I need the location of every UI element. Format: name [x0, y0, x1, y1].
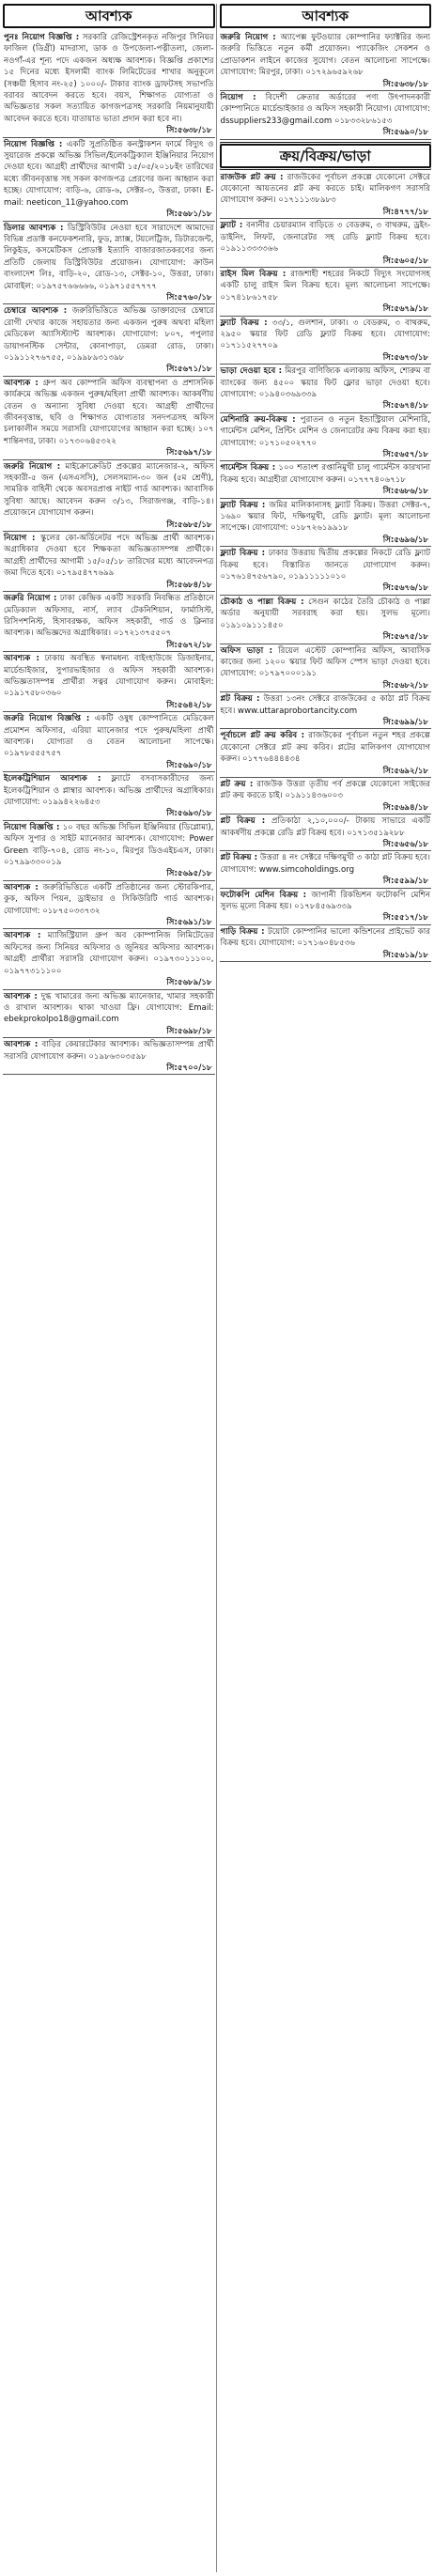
- classified-ad: [3, 31, 215, 138]
- ad-headline: ফটোকপি মেশিন বিক্রয় :: [220, 890, 307, 900]
- ad-headline: ফ্ল্যাট বিক্রয় :: [220, 549, 266, 559]
- ad-body: মাইক্রোক্রেডিট প্রকল্পের ম্যানেজার-২, অফিস সহকারী-৫ জন (এসএসসি), সেলসম্যান-৩০ জন (৫ম শ্রেণী), সামরিক বাহিনী থেকে অবসরপ্রাপ্ত নাইট গার্ড আবশ্যক। আবাসিক সুবিধা আছে। আবেদন করুন ৩/১৩, সিরাজগঞ্জ, বাড়ি-১৪। প্রয়োজনে যোগাযোগ করুন।: [4, 461, 214, 519]
- classified-ad: [3, 304, 215, 376]
- ad-headline: প্লট ক্রয় :: [220, 779, 254, 789]
- ad-reference-code: সি:৫৭৬০/১৮: [166, 292, 212, 303]
- ad-headline: প্লট বিক্রয় :: [220, 853, 258, 863]
- ad-body: রাজশাহী শহরের নিকটে বিদ্যুৎ সংযোগসহ একটি চালু রাইস মিল বিক্রয় হবে। মূল্য আলোচনা সাপেক্ষে। ০১৭৪১৮৬১৭৫৮: [220, 269, 431, 303]
- ad-body: রিয়েল এস্টেট কোম্পানির অফিস, আবাসিক কাজের জন্য ১২০০ স্কয়ার ফিট অফিস স্পেস ভাড়া দেওয়া হবে। যোগাযোগ: ০১৭৯৭০০০১৯১: [220, 645, 430, 679]
- classified-ad: [3, 990, 215, 1039]
- ad-reference-code: সি:৫৬৭৫/১৮: [382, 632, 428, 643]
- ad-headline: ফ্ল্যাট বিক্রয় :: [220, 500, 266, 510]
- ad-headline: জরুরি নিয়োগ বিজ্ঞপ্তি :: [4, 714, 90, 724]
- classified-ad: [220, 644, 432, 693]
- left-ad-list: [3, 31, 215, 1075]
- ad-reference-code: সি:৫৬৭১/১৮: [166, 365, 212, 375]
- classified-ad: [3, 881, 215, 930]
- ad-reference-code: সি:৫৬৮৪/১৮: [166, 580, 212, 590]
- classified-ad: [220, 499, 432, 548]
- ad-reference-code: সি:৫৬৭৬/১৮: [382, 583, 428, 594]
- classified-ad: [3, 138, 215, 222]
- section-header-wanted: আবশ্যক: [3, 4, 215, 28]
- ad-reference-code: সি:৫৬৭৪/১৮: [382, 401, 428, 411]
- ad-headline: নিয়োগ :: [220, 93, 256, 103]
- ad-reference-code: সি:৫৫১৭/১৮: [382, 913, 428, 923]
- classified-ad: [220, 317, 432, 365]
- ad-body: উত্তরা ৪ নং সেক্টরে দক্ষিণমুখী ৩ কাঠা প্লট বিক্রয় হবে। যোগাযোগ: www.simcoholdings.org: [220, 853, 431, 875]
- ad-reference-code: সি:৫৬১৯/১৮: [382, 950, 428, 960]
- classified-ad: [3, 592, 215, 652]
- ad-reference-code: সি:৪৭৭৭/১৮: [382, 207, 428, 217]
- ad-body: ম্যাজিস্ট্রিয়াল গ্রুপ অব কোম্পানিজ লিমিটেডের অফিসের জন্য সিনিয়র অফিসার ও জুনিয়র অফিসার আবশ্যক। আগ্রহী প্রার্থীরা সরাসরি যোগাযোগ করুন। ০১৯৭৩০১১১০০, ০১৯৭৭৩১১১০০: [4, 931, 214, 976]
- ad-headline: জরুরি নিয়োগ :: [4, 461, 61, 472]
- ad-headline: রাজউক প্লট ক্রয় :: [220, 172, 284, 182]
- ad-body: পুরাতন ও নতুন ইন্ডাস্ট্রিয়াল মেশিনারি, গার্মেন্টস মেশিন, প্রিন্টিং মেশিন ও জেনারেটর ক্রয় বিক্রয় করা হয়। যোগাযোগ: ০১৭১০৫০২৭৭০: [220, 414, 430, 448]
- ad-body: প্রতিকাঠা ২,১০,০০০/- টাকায় সাভারে একটি আকর্ষণীয় প্রকল্পে রেডি প্লট বিক্রয় হবে। ০১৭১৩৫১৯২৮৮: [220, 816, 430, 838]
- ad-reference-code: সি:৫৬৯০/১৮: [382, 128, 428, 138]
- classified-ad: [220, 268, 432, 317]
- ad-headline: মেশিনারি ক্রয়-বিক্রয় :: [220, 414, 296, 425]
- ad-body: জমির মালিকানাসহ ফ্ল্যাট বিক্রয়। উত্তরা সেক্টর-৭, ১৬৯০ স্কয়ার ফিট, দক্ষিণমুখী, রেডি ফ্ল্যাট। মূল্য আলোচনা সাপেক্ষে। যোগাযোগ: ০১৮৭২৬১৯৯১৮: [220, 500, 430, 534]
- ad-headline: পুনঃ নিয়োগ বিজ্ঞপ্তি :: [4, 33, 80, 42]
- classified-ad: [3, 929, 215, 989]
- ad-body: একটি সুপ্রতিষ্ঠিত কনস্ট্রাকশন ফার্মে বিদ্যুৎ ও সুয়ারেজ প্রকল্পে অভিজ্ঞ সিভিল/ইলেকট্রিক্যাল ইঞ্জিনিয়ার নিয়োগ দেওয়া হবে। আগ্রহী প্রার্থীদের আগামী ১৫/০৫/২০১৮ইং তারিখের মধ্যে জীবনবৃত্তান্ত সহ সকল কাগজপত্র প্রেরণের জন্য আহ্বান করা হচ্ছে। যোগাযোগ: বাড়ি-৬, রোড-৬, সেক্টর-৩, উত্তরা, ঢাকা। E-mail: neeticon_11@yahoo.com: [4, 139, 214, 208]
- ad-headline: ফ্ল্যাট বিক্রয় :: [220, 318, 268, 328]
- ad-reference-code: সি:৫৬৮১/১৮: [166, 209, 212, 220]
- left-column: [3, 4, 215, 2572]
- classified-ad: [220, 413, 432, 462]
- ad-body: রাজউক উত্তরা তৃতীয় পর্ব প্রকল্পে যেকোনো সাইজের প্লট ক্রয় করতে চাই। ০১৯১১৪৩৬০০৩: [220, 779, 431, 801]
- ad-body: দুগ্ধ খামারের জন্য অভিজ্ঞ ম্যানেজার, খামার সহকারী ও রাখাল আবশ্যক। থাকা খাওয়া ফ্রি। যোগাযোগ: Email: ebekprokolpo18@gmail.com: [4, 991, 214, 1025]
- ad-body: ডিস্ট্রিবিউটর নেওয়া হবে সারাদেশে আমাদের বিভিন্ন প্রডাক্ট কনফেকশনারি, ফুড, স্ন্যাক্স, টয়লেট্রিজ, ডিটারজেন্ট, লিকুইড, কসমেটিকস প্রোডাক্ট ইত্যাদি বাজারজাতকরণের জন্য প্রতিটি জেলায় ডিস্ট্রিবিউটর প্রয়োজন। যোগাযোগ: ক্রাউন বাংলাদেশ লিঃ, বাড়ি-২০, রোড-১৩, সেক্টর-১০, উত্তরা, ঢাকা। মোবাইল: ০১৯৭৫৭৬৬৬৬৬, ০১৯৭১৫৫৭৭৭৭: [4, 223, 214, 291]
- ad-reference-code: সি:৫৬৯৭/১৮: [166, 448, 212, 458]
- ad-body: ঢাকা কেন্দ্রিক একটি সরকারি নিবন্ধিত প্রতিষ্ঠানে মেডিক্যাল অফিসার, নার্স, ল্যাব টেকনিশিয়ান, ফার্মাসিস্ট, রিসিপশনিস্ট, হিসাবরক্ষক, অফিস সহকারী, গার্ড ও ক্লিনার আবশ্যক। অভিজ্ঞদের অগ্রাধিকার। ০১৭২১৩৭৫৫০৭: [4, 594, 214, 639]
- ad-reference-code: সি:৫৬৯০/১৮: [166, 760, 212, 770]
- ad-body: স্কুলের কো-অর্ডিনেটর পদে অভিজ্ঞ প্রার্থী আবশ্যক। অগ্রাধিকার দেওয়া হবে শিক্ষকতা অভিজ্ঞতাসম্পন্ন প্রার্থীকে। আগ্রহী প্রার্থীদের আগামী ১৫/০৫/১৮ তারিখের মধ্যে আবেদনপত্র জমা দিতে হবে। ০১৭৯৫৪৭৭৬৯৯: [4, 534, 214, 579]
- ad-headline: ভাড়া দেওয়া হবে :: [220, 366, 283, 377]
- ad-body: জরুরিভিত্তিতে একটি প্রতিষ্ঠানের জন্য স্টোরকিপার, কুক, অফিস পিয়ন, ড্রাইভার ও সিকিউরিটি গার্ড আবশ্যক। যোগাযোগ: ০১৮৭৫০৩৩৭৩২: [4, 882, 214, 916]
- ad-headline: চৌকাঠ ও পাল্লা বিক্রয় :: [220, 597, 304, 607]
- ad-headline: আবশ্যক :: [4, 378, 39, 388]
- ad-body: জাপানী রিকন্ডিশন ফটোকপি মেশিন সুলভ মূল্যে বিক্রয় হয়। ০১৭৮৪৫৬৯৩৩৯: [220, 890, 431, 912]
- ad-headline: আবশ্যক :: [4, 931, 41, 941]
- classified-ad: [220, 365, 432, 413]
- classified-ad: [3, 377, 215, 460]
- classified-ad: [220, 925, 432, 962]
- ad-body: গ্রুপ অব কোম্পানি অফিস ব্যবস্থাপনা ও প্রশাসনিক কার্যক্রমে অভিজ্ঞ একজন পুরুষ/মহিলা প্রার্থী আবশ্যক। আকর্ষণীয় বেতন ও অন্যান্য সুবিধা দেওয়া হবে। আগ্রহী প্রার্থীদের জীবনবৃত্তান্ত, ছবি ও শিক্ষাগত যোগ্যতার সনদপত্রসহ অফিস চলাকালীন সময়ে সরাসরি যোগাযোগের আহ্বান করা হচ্ছে। ১০৭ শান্তিনগর, ঢাকা। ০১৭৩০৬৪৫৩২২: [4, 378, 214, 446]
- ad-headline: রাইস মিল বিক্রয় :: [220, 269, 287, 279]
- classified-ad: [3, 772, 215, 821]
- ad-headline: ফ্ল্যাট :: [220, 221, 243, 231]
- ad-reference-code: সি:৫৬৯২/১৮: [382, 766, 428, 776]
- ad-body: উত্তরা ১৩নং সেক্টরে রাজউকের ৫ কাঠা প্লট বিক্রয় হবে। www.uttaraprobortancity.com: [220, 694, 431, 716]
- ad-body: ১০ বছর অভিজ্ঞ সিভিল ইঞ্জিনিয়ার (ডিপ্লোমা), অফিস সুপার ও সাইট ম্যানেজার আবশ্যক। যোগাযোগ: Power Green বাড়ি-৭০৪, রোড নং-১০, মিরপুর ডিওএইচএস, ঢাকা। ০১৭৯৯৩৩০০১৯: [4, 822, 214, 868]
- ad-reference-code: সি:৫৬৯১/১৮: [166, 918, 212, 928]
- ad-body: রাজউকের পূর্বাচল প্রকল্পে যেকোনো সেক্টরে যেকোনো আয়তনের প্লট ক্রয় করতে চাই। মালিকগণ সরাসরি যোগাযোগ করুন। ০১৭১১১৩৮৯৮৩: [220, 172, 431, 206]
- classified-ad: [3, 712, 215, 772]
- ad-body: সরকারি রেজিস্ট্রেশনকৃত নজিপুর সিনিয়র ফাজিল (ডিগ্রী) মাদরাসা, ডাক ও উপজেলা-পত্নীতলা, জেলা-নওগাঁ-এর শূন্য পদে একজন অধ্যক্ষ আবশ্যক। বিজ্ঞপ্তি প্রকাশের ১৫ দিনের মধ্যে ইসলামী ব্যাংক লিমিটেডের শাখার অনুকূলে (সঞ্চয়ী হিসাব নং-২৫) ১০০০/- টাকার ব্যাংক ড্রাফটসহ সভাপতি বরাবর আবেদন করতে হবে। বয়স, শিক্ষাগত যোগ্যতা ও অভিজ্ঞতার সকল সত্যায়িত কাগজপত্রসহ সরকারি নিয়মানুযায়ী আবেদন করতে হবে। যাতায়াত ভাতা প্রদান করা হবে না।: [4, 33, 214, 124]
- ad-body: বিদেশী ক্রেতার অর্ডারের পণ্য উৎপাদনকারী কোম্পানিতে মার্চেন্ডাইজার ও অফিস সহকারী নিয়োগ। যোগাযোগ: dssuppliers233@gmail.com ০১৮৩৩২৮৬১৫৩: [220, 93, 430, 126]
- ad-body: জরুরিভিত্তিতে অভিজ্ঞ ডাক্তারদের চেম্বারে রোগী দেখার কাজে সহায়তার জন্য একজন পুরুষ অথবা মহিলা মেডিকেল অ্যাসিস্ট্যান্ট আবশ্যক। যোগাযোগ: ৮০৭, পপুলার ডায়াগনস্টিক সেন্টার, কোনাপাড়া, ডেমরা রোড, ঢাকা। ০১৯১১২৭৬৭৫৫, ০১৯৯৮৯৩১৩৯৮: [4, 306, 214, 363]
- classified-ad: [3, 460, 215, 532]
- ad-body: ৩৩/১, গুলশান, ঢাকা। ৩ বেডরুম, ৩ বাথরুম, ২৯৫০ স্কয়ার ফিট রেডি ফ্ল্যাট বিক্রয় হবে। যোগাযোগ: ০১৭১১৫২৭৭০৯: [220, 318, 431, 351]
- ad-reference-code: সি:৫৬৩৮/১৮: [382, 79, 428, 89]
- ad-reference-code: সি:৫৬৭২/১৮: [166, 640, 212, 650]
- classified-ad: [220, 889, 432, 925]
- ad-body: রাজউকের পূর্বাচল নতুন শহর প্রকল্পে যেকোনো সেক্টরে প্লট ক্রয় করিব। প্লটের মালিকগণ যোগাযোগ করুন। ০১৭৭৬৪৪৪৪৩৪: [220, 731, 430, 765]
- right-ad-list-wanted: [220, 31, 432, 140]
- ad-headline: আবশ্যক :: [4, 991, 38, 1001]
- ad-reference-code: সি:৫৬৯৮/১৮: [166, 1026, 212, 1036]
- ad-reference-code: সি:৫৬৯৪/১৮: [382, 802, 428, 813]
- classified-ad: [220, 778, 432, 815]
- classified-ad: [3, 821, 215, 881]
- ad-reference-code: সি:৫৬৭৩/১৮: [382, 352, 428, 363]
- ad-body: ঢাকায় অবস্থিত স্বনামধন্য বাইংহাউজে ডিজাইনার, মার্চেন্ডাইজার, সুপারভাইজার ও অফিস সহকারী আবশ্যক। অভিজ্ঞতাসম্পন্ন প্রার্থীরা সত্বর যোগাযোগ করুন। মোবাইল: ০১৯১৭৫৮০৩৬০: [4, 654, 214, 699]
- ad-reference-code: সি:৫৬৮৯/১৮: [166, 978, 212, 988]
- ad-reference-code: সি:৫৬৯৫/১৮: [166, 869, 212, 879]
- classified-ad: [220, 91, 432, 140]
- classified-ad: [220, 461, 432, 498]
- ad-reference-code: সি:৫৬৯৩/১৮: [166, 809, 212, 819]
- ad-headline: জরুরি নিয়োগ :: [4, 594, 57, 604]
- ad-body: অ্যাপেক্স ফুটওয়্যার কোম্পানির ফ্যাক্টরির জন্য জরুরি ভিত্তিতে নতুন কর্মী প্রয়োজন। প্যাকেজিং সেকশন ও প্রোডাকশন লাইনে কাজের সুযোগ। বেতন আলোচনা সাপেক্ষে। যোগাযোগ: মিরপুর, ঢাকা। ০১৭২৯৬৫৯২৬৮: [220, 33, 430, 78]
- ad-headline: ইলেকট্রিশিয়ান আবশ্যক :: [4, 774, 101, 784]
- ad-reference-code: সি:৫৬৫৭/১৮: [382, 450, 428, 459]
- classified-ad: [220, 219, 432, 268]
- ad-reference-code: সি:৫৬০৫/১৮: [382, 256, 428, 266]
- ad-reference-code: সি:৫৬৪২/১৮: [166, 700, 212, 710]
- ad-headline: নিয়োগ বিজ্ঞপ্তি :: [4, 139, 63, 149]
- ad-body: ফ্ল্যাটে বসবাসকারীদের জন্য ইলেকট্রিশিয়ান ও প্লাম্বার আবশ্যক। অভিজ্ঞ প্রার্থীদের অগ্রাধিকার। যোগাযোগ: ০১৯৯৪২২৬৪৫৩: [4, 774, 214, 807]
- ad-body: ১০০ শতাংশ রপ্তানিমুখী চালু গার্মেন্টস কারখানা বিক্রয় হবে। আগ্রহীরা যোগাযোগ করুন। ০১৭৭৭৪০৬৭১৮: [220, 463, 431, 485]
- ad-headline: গার্মেন্টস বিক্রয় :: [220, 463, 276, 473]
- ad-reference-code: সি:৫৬৯৯/১৮: [382, 717, 428, 727]
- section-header-buy-sell-rent: ক্রয়/বিক্রয়/ভাড়া: [220, 144, 432, 168]
- ad-headline: জরুরি নিয়োগ :: [220, 33, 276, 42]
- classified-ad: [3, 1038, 215, 1075]
- ad-body: বাড়ির কেয়ারটেকার আবশ্যক। অভিজ্ঞতাসম্পন্ন প্রার্থী সরাসরি যোগাযোগ করুন। ০১৯৮৬৩০৩৫৯৮: [4, 1040, 214, 1062]
- classified-ad: [220, 596, 432, 644]
- section-header-wanted-right: আবশ্যক: [220, 4, 432, 28]
- ad-reference-code: সি:৫৬৩৮/১৮: [166, 126, 212, 136]
- classified-ad: [3, 222, 215, 305]
- ad-headline: আবশ্যক :: [4, 882, 39, 892]
- ad-headline: চেম্বারে আবশ্যক :: [4, 306, 68, 317]
- classified-ad: [3, 532, 215, 592]
- ad-body: ঢাকার উত্তরায় দ্বিতীয় প্রকল্পের নিকটে রেডি ফ্ল্যাট বিক্রয় হবে। বিস্তারিত জানতে যোগাযোগ করুন। ০১৭৬১৪৭৫৬৭৯০, ০১৯১১১১১০১০: [220, 549, 431, 582]
- ad-headline: নিয়োগ বিজ্ঞপ্তি :: [4, 822, 60, 832]
- ad-headline: গাড়ি বিক্রয় :: [220, 926, 265, 937]
- ad-headline: পূর্বাচলে প্লট ক্রয় করিব :: [220, 731, 305, 741]
- classified-ad: [220, 851, 432, 888]
- ad-reference-code: সি:৫৭০০/১৮: [166, 1063, 212, 1073]
- ad-body: টয়োটা কোম্পানির ভালো কন্ডিশনের প্রাইভেট কার বিক্রয় হবে। যোগাযোগ: ০১৭১৬০৪৮৫৩৬: [220, 926, 430, 949]
- ad-reference-code: সি:৫৬৭৯/১৮: [382, 304, 428, 315]
- ad-headline: ডিলার আবশ্যক :: [4, 223, 64, 233]
- ad-reference-code: সি:৫৬৯৬/১৮: [382, 535, 428, 545]
- ad-headline: প্লট বিক্রয় :: [220, 694, 260, 705]
- ad-headline: আবশ্যক :: [4, 654, 39, 664]
- ad-body: বনানীর চেয়ারম্যান বাড়িতে ৩ বেডরুম, ৩ বাথরুম, ড্রইং-ডাইনিং, লিফট, জেনারেটর সহ রেডি ফ্ল্যাট বিক্রয় হবে। ০১৯১১৩৩৩৩৬৬: [220, 221, 431, 255]
- ad-body: মিরপুর বাণিজ্যিক এলাকায় অফিস, শোরুম বা ব্যাংকের জন্য ৪৫০০ স্কয়ার ফিট ফ্লোর ভাড়া দেওয়া হবে। যোগাযোগ: ০১৯৪০৩৬৯৩৩৯: [220, 366, 430, 399]
- column-divider: [216, 4, 217, 2572]
- ad-headline: প্লট বিক্রয় :: [220, 816, 266, 827]
- classified-ad: [220, 31, 432, 91]
- classified-ad: [220, 729, 432, 778]
- ad-headline: আবশ্যক :: [4, 1040, 39, 1050]
- ad-reference-code: সি:৫৬৫৬/১৮: [382, 840, 428, 849]
- right-ad-list-buy-sell: [220, 171, 432, 962]
- classified-ad: [3, 652, 215, 712]
- right-column: [220, 4, 432, 2572]
- classified-ad: [220, 692, 432, 729]
- ad-body: একটি ওষুধ কোম্পানিতে মেডিকেল প্রমোশন অফিসার, এরিয়া ম্যানেজার পদে পুরুষ/মহিলা প্রার্থী আবশ্যক। যোগ্যতা ও বেতন আলোচনা সাপেক্ষে। ০১৯৭৮৫৫৫৭৫৭: [4, 714, 214, 759]
- ad-reference-code: সি:৫৬৮৬/১৮: [382, 487, 428, 497]
- ad-reference-code: সি:৫৫৯৯/১৮: [382, 877, 428, 887]
- ad-body: সেগুন কাঠের তৈরি চৌকাঠ ও পাল্লা অর্ডার অনুযায়ী সরবরাহ করা হয়। সুলভ মূল্যে। ০১৯১০৯১১১৪৫০: [220, 597, 430, 630]
- classified-ad: [220, 815, 432, 851]
- ad-reference-code: সি:৫৬৮৫/১৮: [166, 520, 212, 530]
- ad-headline: নিয়োগ :: [4, 534, 36, 544]
- ad-reference-code: সি:৫৬৮২/১৮: [382, 680, 428, 691]
- ad-headline: অফিস ভাড়া :: [220, 645, 273, 656]
- classified-ad: [220, 547, 432, 596]
- classified-ad: [220, 171, 432, 220]
